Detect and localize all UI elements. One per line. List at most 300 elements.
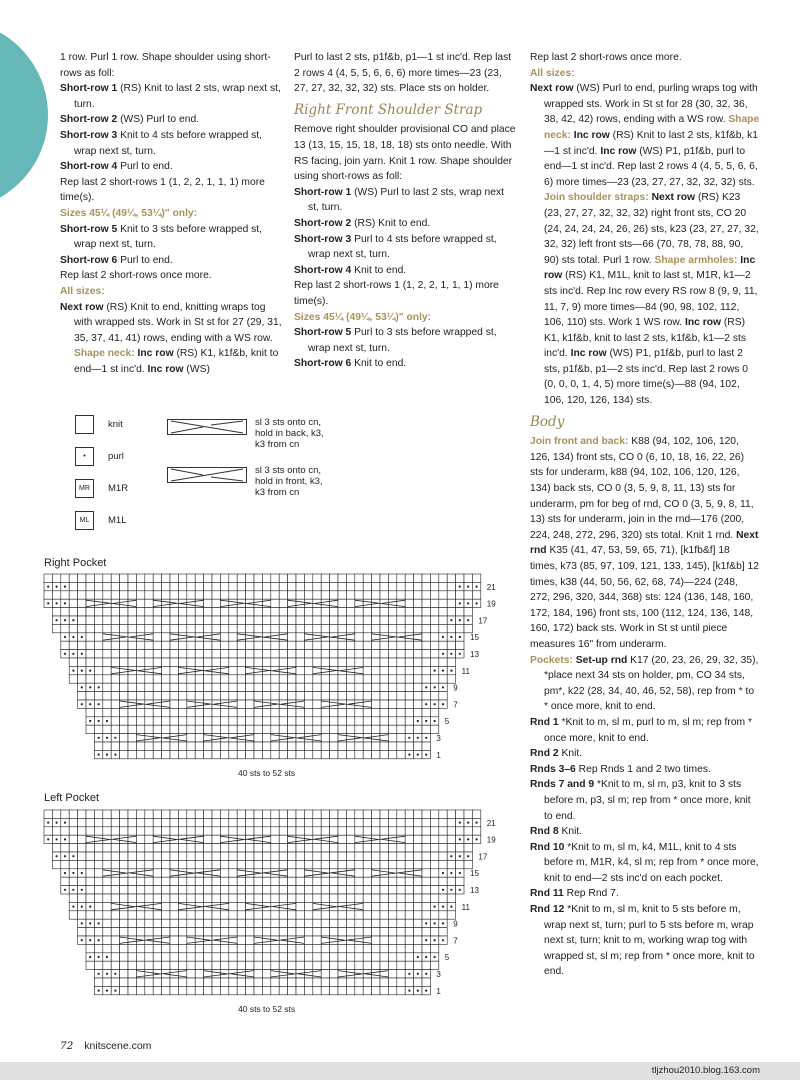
chart-cell <box>120 902 128 910</box>
chart-cell <box>271 810 279 818</box>
purl-dot <box>450 653 452 655</box>
chart-cell <box>187 944 195 952</box>
chart-cell <box>220 742 228 750</box>
chart-cell <box>422 641 430 649</box>
chart-cell <box>229 624 237 632</box>
chart-cell <box>372 616 380 624</box>
chart-cell <box>414 902 422 910</box>
chart-cell <box>313 574 321 582</box>
chart-cell <box>178 742 186 750</box>
chart-cell <box>136 961 144 969</box>
chart-cell <box>220 675 228 683</box>
chart-cell <box>246 574 254 582</box>
chart-cell <box>262 582 270 590</box>
purl-dot <box>81 703 83 705</box>
chart-cell <box>330 574 338 582</box>
chart-cell <box>380 683 388 691</box>
chart-cell <box>422 886 430 894</box>
step-label: Short-row 2 <box>60 114 118 126</box>
chart-cell <box>346 911 354 919</box>
chart-cell <box>330 810 338 818</box>
chart-cell <box>288 591 296 599</box>
chart-cell <box>195 928 203 936</box>
chart-cell <box>271 582 279 590</box>
purl-dot <box>89 906 91 908</box>
left-pocket-chart <box>40 806 520 1006</box>
chart-cell <box>279 919 287 927</box>
step-label: Short-row 5 <box>60 223 118 235</box>
chart-cell <box>422 944 430 952</box>
step-label: Rnd 1 <box>530 716 559 728</box>
chart-cell <box>313 692 321 700</box>
instruction-paragraph <box>60 175 282 206</box>
chart-row-number: 13 <box>470 650 479 659</box>
chart-cell <box>212 591 220 599</box>
purl-dot <box>434 922 436 924</box>
instruction-text: Knit. <box>558 826 583 838</box>
chart-cell <box>321 852 329 860</box>
chart-cell <box>279 835 287 843</box>
chart-cell <box>254 734 262 742</box>
chart-cell <box>304 742 312 750</box>
chart-cell <box>86 675 94 683</box>
chart-cell <box>246 961 254 969</box>
chart-cell <box>120 911 128 919</box>
chart-cell <box>363 978 371 986</box>
chart-cell <box>405 658 413 666</box>
chart-cell <box>145 844 153 852</box>
chart-cell <box>212 574 220 582</box>
chart-cell <box>338 961 346 969</box>
chart-cell <box>103 666 111 674</box>
chart-cell <box>136 641 144 649</box>
chart-cell <box>456 608 464 616</box>
chart-cell <box>220 944 228 952</box>
purl-dot <box>64 619 66 621</box>
chart-cell <box>120 961 128 969</box>
chart-cell <box>229 708 237 716</box>
purl-dot <box>425 922 427 924</box>
purl-dot <box>425 754 427 756</box>
chart-cell <box>145 827 153 835</box>
chart-cell <box>405 953 413 961</box>
chart-cell <box>237 902 245 910</box>
chart-cell <box>288 978 296 986</box>
chart-cell <box>153 708 161 716</box>
chart-cell <box>170 886 178 894</box>
chart-cell <box>246 810 254 818</box>
chart-cell <box>187 582 195 590</box>
chart-cell <box>363 944 371 952</box>
chart-cell <box>346 742 354 750</box>
chart-cell <box>338 919 346 927</box>
chart-cell <box>363 902 371 910</box>
chart-cell <box>136 582 144 590</box>
chart-cell <box>422 844 430 852</box>
subheading-text: All sizes: <box>530 67 575 79</box>
chart-cell <box>363 574 371 582</box>
chart-cell <box>237 650 245 658</box>
chart-cell <box>372 675 380 683</box>
chart-cell <box>363 650 371 658</box>
cable-front-desc: sl 3 sts onto cn, hold in front, k3, k3 from cn <box>255 465 323 498</box>
chart-cell <box>288 818 296 826</box>
chart-cell <box>246 582 254 590</box>
chart-cell <box>414 700 422 708</box>
chart-cell <box>262 700 270 708</box>
chart-cell <box>296 928 304 936</box>
chart-cell <box>355 641 363 649</box>
chart-cell <box>439 582 447 590</box>
chart-cell <box>128 725 136 733</box>
chart-cell <box>405 608 413 616</box>
chart-cell <box>103 591 111 599</box>
chart-cell <box>136 616 144 624</box>
chart-cell <box>178 658 186 666</box>
chart-cell <box>288 608 296 616</box>
chart-cell <box>136 708 144 716</box>
chart-cell <box>355 860 363 868</box>
chart-cell <box>94 675 102 683</box>
instruction-text: Remove right shoulder provisional CO and place 13 (13, 15, 15, 18, 18, 18) sts onto needle. With RS facing, join yarn. Knit 1 row. Shape shoulder using short-rows as foll: <box>294 124 516 183</box>
chart-cell <box>111 869 119 877</box>
chart-cell <box>288 852 296 860</box>
chart-cell <box>103 852 111 860</box>
chart-row-number: 7 <box>453 936 458 946</box>
purl-dot <box>450 872 452 874</box>
chart-cell <box>388 860 396 868</box>
chart-cell <box>237 608 245 616</box>
purl-dot <box>64 889 66 891</box>
chart-cell <box>86 725 94 733</box>
chart-cell <box>195 725 203 733</box>
chart-cell <box>220 810 228 818</box>
chart-cell <box>136 978 144 986</box>
chart-cell <box>220 750 228 758</box>
chart-cell <box>388 894 396 902</box>
chart-cell <box>246 692 254 700</box>
chart-cell <box>204 633 212 641</box>
chart-cell <box>380 902 388 910</box>
chart-cell <box>237 894 245 902</box>
chart-cell <box>128 877 136 885</box>
chart-cell <box>355 986 363 994</box>
chart-cell <box>422 591 430 599</box>
chart-cell <box>296 633 304 641</box>
chart-cell <box>313 608 321 616</box>
chart-cell <box>187 658 195 666</box>
chart-cell <box>145 911 153 919</box>
chart-cell <box>128 911 136 919</box>
chart-cell <box>338 886 346 894</box>
instruction-paragraph <box>60 112 282 128</box>
chart-cell <box>414 650 422 658</box>
chart-cell <box>136 844 144 852</box>
chart-cell <box>254 650 262 658</box>
chart-cell <box>279 616 287 624</box>
instruction-text: (WS) P1, p1f&b, purl to end—1 st inc'd. Rep last 2 rows 4 (4, 5, 5, 6, 6, 6) more times—23 (23, 27, 27, 32, 32, 32) sts. <box>544 145 758 188</box>
page-footer <box>60 1040 151 1052</box>
chart-cell <box>120 582 128 590</box>
chart-cell <box>439 692 447 700</box>
chart-cell <box>296 725 304 733</box>
chart-cell <box>304 574 312 582</box>
chart-cell <box>288 936 296 944</box>
chart-cell <box>338 844 346 852</box>
chart-cell <box>178 700 186 708</box>
purl-dot <box>442 939 444 941</box>
chart-cell <box>355 953 363 961</box>
chart-cell <box>178 919 186 927</box>
chart-cell <box>220 852 228 860</box>
chart-cell <box>397 919 405 927</box>
chart-cell <box>380 717 388 725</box>
chart-cell <box>346 683 354 691</box>
chart-cell <box>128 692 136 700</box>
chart-cell <box>430 692 438 700</box>
chart-cell <box>212 742 220 750</box>
chart-cell <box>405 810 413 818</box>
chart-cell <box>330 886 338 894</box>
chart-cell <box>246 936 254 944</box>
chart-cell <box>187 827 195 835</box>
chart-cell <box>170 574 178 582</box>
instruction-paragraph <box>294 325 516 356</box>
instruction-paragraph <box>530 746 760 762</box>
chart-cell <box>195 827 203 835</box>
chart-cell <box>330 616 338 624</box>
chart-cell <box>279 608 287 616</box>
chart-cell <box>78 608 86 616</box>
chart-cell <box>355 961 363 969</box>
purl-dot <box>56 619 58 621</box>
chart-cell <box>271 886 279 894</box>
chart-cell <box>69 658 77 666</box>
chart-cell <box>170 734 178 742</box>
chart-cell <box>355 852 363 860</box>
chart-cell <box>145 650 153 658</box>
step-label: Inc row <box>544 254 756 282</box>
instruction-paragraph <box>294 50 516 97</box>
chart-cell <box>111 725 119 733</box>
chart-cell <box>128 641 136 649</box>
chart-cell <box>229 894 237 902</box>
chart-cell <box>304 978 312 986</box>
chart-cell <box>380 986 388 994</box>
chart-cell <box>128 658 136 666</box>
chart-cell <box>86 844 94 852</box>
chart-cell <box>86 633 94 641</box>
chart-cell <box>414 827 422 835</box>
chart-cell <box>388 641 396 649</box>
chart-cell <box>162 633 170 641</box>
chart-cell <box>405 633 413 641</box>
chart-cell <box>170 683 178 691</box>
chart-cell <box>78 827 86 835</box>
chart-cell <box>405 886 413 894</box>
chart-cell <box>414 978 422 986</box>
chart-cell <box>405 725 413 733</box>
chart-cell <box>313 675 321 683</box>
chart-cell <box>271 911 279 919</box>
purl-dot <box>72 670 74 672</box>
chart-cell <box>439 658 447 666</box>
purl-dot <box>425 720 427 722</box>
chart-cell <box>279 944 287 952</box>
chart-cell <box>128 860 136 868</box>
chart-cell <box>338 986 346 994</box>
chart-cell <box>388 928 396 936</box>
chart-cell <box>187 961 195 969</box>
chart-cell <box>262 734 270 742</box>
chart-cell <box>271 978 279 986</box>
chart-cell <box>355 886 363 894</box>
chart-cell <box>246 742 254 750</box>
chart-cell <box>69 844 77 852</box>
chart-cell <box>86 650 94 658</box>
chart-cell <box>145 717 153 725</box>
chart-cell <box>372 692 380 700</box>
chart-cell <box>254 692 262 700</box>
chart-cell <box>439 624 447 632</box>
section-tab <box>0 20 48 210</box>
chart-cell <box>313 869 321 877</box>
chart-cell <box>254 953 262 961</box>
chart-cell <box>195 970 203 978</box>
chart-cell <box>128 708 136 716</box>
chart-cell <box>313 886 321 894</box>
chart-cell <box>321 658 329 666</box>
purl-dot <box>425 686 427 688</box>
chart-cell <box>397 894 405 902</box>
chart-cell <box>380 641 388 649</box>
right-pocket-title: Right Pocket <box>44 557 107 569</box>
chart-cell <box>246 944 254 952</box>
chart-cell <box>170 860 178 868</box>
chart-cell <box>338 953 346 961</box>
chart-cell <box>372 860 380 868</box>
chart-cell <box>464 844 472 852</box>
chart-cell <box>61 608 69 616</box>
chart-cell <box>187 953 195 961</box>
chart-cell <box>313 852 321 860</box>
chart-cell <box>229 750 237 758</box>
chart-cell <box>204 953 212 961</box>
chart-cell <box>229 827 237 835</box>
chart-cell <box>288 827 296 835</box>
chart-cell <box>321 986 329 994</box>
chart-cell <box>271 599 279 607</box>
chart-cell <box>229 961 237 969</box>
chart-cell <box>187 902 195 910</box>
chart-cell <box>103 844 111 852</box>
chart-cell <box>254 844 262 852</box>
knit-symbol <box>75 415 94 434</box>
chart-cell <box>153 953 161 961</box>
chart-cell <box>153 750 161 758</box>
chart-cell <box>388 700 396 708</box>
chart-cell <box>422 852 430 860</box>
chart-cell <box>321 877 329 885</box>
chart-cell <box>153 944 161 952</box>
chart-cell <box>86 624 94 632</box>
chart-cell <box>397 582 405 590</box>
chart-cell <box>136 717 144 725</box>
chart-cell <box>430 886 438 894</box>
chart-cell <box>254 574 262 582</box>
chart-cell <box>279 978 287 986</box>
chart-cell <box>313 750 321 758</box>
chart-cell <box>103 582 111 590</box>
chart-cell <box>346 608 354 616</box>
chart-cell <box>69 860 77 868</box>
purl-dot <box>450 906 452 908</box>
chart-cell <box>397 886 405 894</box>
chart-cell <box>204 675 212 683</box>
chart-cell <box>372 970 380 978</box>
chart-cell <box>153 683 161 691</box>
chart-cell <box>145 835 153 843</box>
chart-cell <box>405 894 413 902</box>
chart-cell <box>237 928 245 936</box>
purl-dot <box>425 939 427 941</box>
chart-cell <box>405 700 413 708</box>
chart-cell <box>262 658 270 666</box>
chart-cell <box>254 919 262 927</box>
purl-dot <box>114 737 116 739</box>
chart-cell <box>128 608 136 616</box>
chart-cell <box>372 658 380 666</box>
step-label: Short-row 3 <box>60 129 118 141</box>
chart-cell <box>254 961 262 969</box>
chart-cell <box>237 986 245 994</box>
chart-cell <box>254 827 262 835</box>
chart-cell <box>178 911 186 919</box>
chart-cell <box>120 928 128 936</box>
chart-cell <box>355 633 363 641</box>
chart-cell <box>346 810 354 818</box>
chart-cell <box>372 591 380 599</box>
chart-cell <box>204 919 212 927</box>
chart-cell <box>464 624 472 632</box>
chart-cell <box>271 692 279 700</box>
chart-cell <box>204 928 212 936</box>
chart-cell <box>69 911 77 919</box>
chart-cell <box>61 877 69 885</box>
chart-cell <box>204 641 212 649</box>
chart-cell <box>120 599 128 607</box>
chart-cell <box>430 708 438 716</box>
instruction-text: Purl to last 2 sts, p1f&b, p1—1 st inc'd. Rep last 2 rows 4 (4, 5, 5, 6, 6, 6) more times—23 (23, 27, 27, 32, 32, 32) sts. Place sts on holder. <box>294 52 512 95</box>
instruction-text: Knit to end. <box>351 358 407 370</box>
chart-cell <box>178 650 186 658</box>
chart-cell <box>128 928 136 936</box>
chart-cell <box>86 894 94 902</box>
chart-cell <box>372 852 380 860</box>
chart-cell <box>78 616 86 624</box>
chart-cell <box>288 860 296 868</box>
chart-cell <box>170 902 178 910</box>
chart-cell <box>94 860 102 868</box>
purl-dot <box>467 838 469 840</box>
instruction-paragraph <box>530 50 760 66</box>
chart-cell <box>271 986 279 994</box>
chart-cell <box>254 582 262 590</box>
chart-cell <box>321 827 329 835</box>
chart-cell <box>414 624 422 632</box>
chart-cell <box>422 961 430 969</box>
chart-cell <box>296 827 304 835</box>
